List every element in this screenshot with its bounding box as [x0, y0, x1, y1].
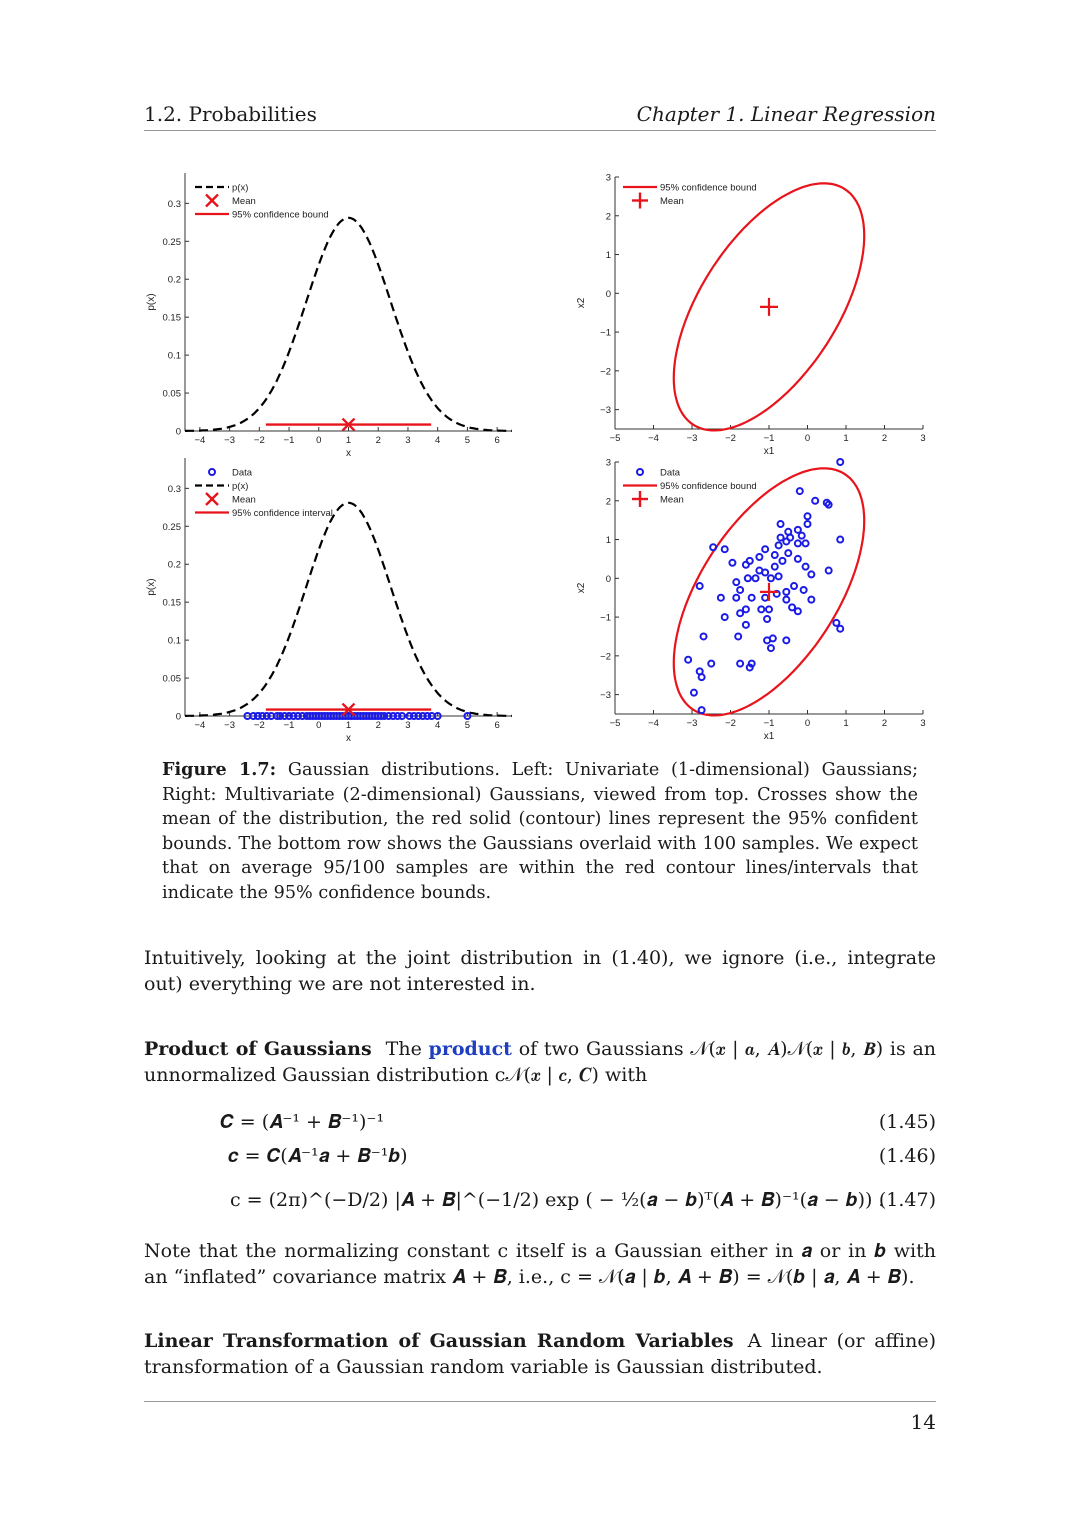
x-tick-label: 3 [405, 720, 411, 731]
y-tick-label: 0 [605, 573, 611, 585]
data-sample-point [745, 575, 751, 581]
x-tick-label: 2 [375, 435, 381, 446]
data-sample-point [799, 533, 805, 539]
product-heading: Product of Gaussians [144, 1038, 372, 1060]
data-sample-point [691, 690, 697, 696]
data-sample-point [795, 540, 801, 546]
chart-univariate-top [140, 165, 530, 460]
data-sample-point [789, 604, 795, 610]
equation-number: (1.47) [878, 1189, 936, 1211]
data-sample-point [797, 488, 803, 494]
y-tick-label: 3 [605, 172, 611, 184]
y-tick-label: 0 [605, 288, 611, 300]
linear-transform-heading: Linear Transformation of Gaussian Random Variables [144, 1330, 734, 1352]
data-sample-point [791, 583, 797, 589]
x-tick-label: 0 [316, 720, 322, 731]
x-tick-label: −5 [609, 718, 621, 729]
x-tick-label: −4 [648, 433, 659, 444]
y-tick-label: 0.3 [167, 198, 181, 210]
y-tick-label: 3 [605, 457, 611, 469]
legend-label: p(x) [232, 481, 249, 492]
data-sample-point [783, 538, 789, 544]
x-tick-label: 3 [920, 433, 926, 444]
y-axis-label: x2 [576, 582, 587, 594]
data-sample-point [729, 560, 735, 566]
paragraph-linear-transform [144, 1328, 936, 1380]
data-sample-point [743, 562, 749, 568]
x-tick-label: 5 [464, 435, 471, 446]
data-sample-point [699, 674, 705, 680]
y-tick-label: 0.25 [162, 521, 181, 533]
data-sample-point [768, 575, 774, 581]
legend-label: 95% confidence interval [232, 508, 333, 519]
caption-label: Figure 1.7: [162, 759, 277, 780]
data-sample-point [837, 537, 843, 543]
equation-body: 𝑪 = (𝑨⁻¹ + 𝑩⁻¹)⁻¹ [220, 1111, 385, 1133]
x-tick-label: −2 [725, 718, 736, 729]
data-sample-point [762, 569, 768, 575]
data-sample-point [783, 589, 789, 595]
x-tick-label: 2 [881, 718, 888, 729]
data-sample-point [747, 664, 753, 670]
y-tick-label: 0.2 [167, 274, 181, 286]
x-tick-label: −2 [253, 720, 265, 731]
data-sample-point [701, 633, 707, 639]
legend-label: 95% confidence bound [660, 481, 757, 492]
x-tick-label: 6 [494, 435, 500, 446]
x-tick-label: −4 [194, 435, 206, 446]
x-tick-label: −1 [763, 433, 775, 444]
equation-number: (1.46) [878, 1145, 936, 1167]
x-tick-label: −1 [763, 718, 775, 729]
data-sample-point [805, 521, 811, 527]
x-tick-label: −1 [283, 435, 295, 446]
chart-bivariate-top [570, 165, 950, 460]
data-sample-point [778, 535, 784, 541]
data-sample-point [743, 606, 749, 612]
equation-number: (1.45) [878, 1111, 936, 1133]
x-tick-label: −1 [283, 720, 295, 731]
y-axis-label: x2 [576, 297, 587, 309]
paragraph-normalizer: Note that the normalizing constant c itself is a Gaussian either in 𝒂 or in 𝒃 with an “inflated” covariance matrix 𝑨 + 𝑩, i.e., c = 𝒩(𝒂 | 𝒃, 𝑨 + 𝑩) = 𝒩(𝒃 | 𝒂, 𝑨 + 𝑩). [144, 1240, 936, 1288]
x-tick-label: 3 [920, 718, 926, 729]
data-sample-point [795, 556, 801, 562]
legend-label: Mean [660, 196, 684, 207]
x-tick-label: 0 [804, 718, 811, 729]
running-header [144, 100, 936, 131]
product-link[interactable]: product [428, 1038, 512, 1060]
y-tick-label: 1 [605, 535, 611, 547]
y-tick-label: −3 [600, 405, 611, 417]
data-sample-point [795, 527, 801, 533]
data-sample-point [778, 521, 784, 527]
data-sample-point [837, 626, 843, 632]
data-sample-point [772, 564, 778, 570]
page-number: 14 [910, 1410, 936, 1434]
paragraph-intuition: Intuitively, looking at the joint distribution in (1.40), we ignore (i.e., integrate out) everything we are not interested in. [144, 947, 936, 995]
caption-text: Gaussian distributions. Left: Univariate (1-dimensional) Gaussians; Right: Multivariate (2-dimensional) Gaussians, viewed from top. Crosses show the mean of the distribution, the red solid (contour) lines represent the 95% confident bounds. The bottom row shows the Gaussians overlaid with 100 samples. We expect that on average 95/100 samples are within the red contour lines/intervals that indicate the 95% confidence bounds. [162, 760, 918, 903]
x-tick-label: −3 [224, 435, 236, 446]
x-tick-label: 2 [375, 720, 381, 731]
gaussian-density-curve [185, 218, 512, 431]
data-sample-point [764, 616, 770, 622]
data-sample-point [743, 622, 749, 628]
legend-swatch-data [209, 469, 215, 475]
y-tick-label: −1 [600, 327, 611, 339]
data-sample-point [826, 568, 832, 574]
y-axis-label: p(x) [146, 578, 157, 596]
x-tick-label: 0 [316, 435, 322, 446]
data-sample-point [753, 575, 759, 581]
x-tick-label: −3 [224, 720, 236, 731]
data-sample-point [735, 633, 741, 639]
equation-1-47 [230, 1189, 936, 1219]
legend-label: Mean [660, 494, 684, 506]
data-sample-point [722, 546, 728, 552]
data-sample-point [772, 552, 778, 558]
data-sample-point [803, 540, 809, 546]
x-tick-label: −3 [686, 433, 698, 444]
data-sample-point [808, 597, 814, 603]
data-sample-point [699, 707, 705, 713]
data-sample-point [837, 459, 843, 465]
legend-label: Data [232, 467, 253, 479]
x-axis-label: x1 [763, 731, 775, 742]
chart-univariate-bottom [140, 450, 530, 745]
data-sample-point [737, 587, 743, 593]
y-tick-label: −1 [600, 612, 611, 624]
x-tick-label: 4 [435, 720, 441, 731]
data-sample-point [783, 637, 789, 643]
x-axis-label: x [346, 733, 351, 744]
chapter-title: Chapter 1. Linear Regression [636, 102, 936, 126]
x-tick-label: −3 [686, 718, 698, 729]
data-sample-point [808, 571, 814, 577]
legend-label: Mean [232, 494, 256, 506]
y-tick-label: 2 [605, 496, 611, 508]
data-sample-point [766, 606, 772, 612]
data-sample-point [785, 550, 791, 556]
data-sample-point [697, 583, 703, 589]
x-tick-label: −2 [725, 433, 736, 444]
data-sample-point [812, 498, 818, 504]
data-sample-point [783, 597, 789, 603]
y-tick-label: 0.15 [162, 312, 181, 324]
data-sample-point [733, 579, 739, 585]
figure-caption [162, 758, 918, 906]
y-tick-label: −2 [600, 366, 611, 378]
y-tick-label: 0.1 [167, 350, 181, 362]
x-tick-label: 1 [345, 435, 352, 446]
x-tick-label: 1 [345, 720, 352, 731]
data-sample-point [737, 610, 743, 616]
product-text-2: of two Gaussians 𝒩(𝒙 | 𝒂, 𝑨)𝒩(𝒙 | 𝒃, 𝑩) is an unnormalized Gaussian distribution c𝒩(𝒙 | 𝒄, 𝑪) with [144, 1038, 937, 1086]
data-sample-point [762, 546, 768, 552]
data-sample-point [768, 645, 774, 651]
y-axis-label: p(x) [146, 293, 157, 311]
equation-1-46 [228, 1145, 936, 1175]
data-sample-point [710, 544, 716, 550]
y-tick-label: 1 [605, 250, 611, 262]
x-tick-label: 1 [843, 433, 849, 444]
y-tick-label: 0.2 [167, 559, 181, 571]
y-tick-label: 0.05 [162, 388, 181, 400]
data-sample-point [779, 558, 785, 564]
data-sample-point [733, 595, 739, 601]
x-tick-label: 5 [464, 720, 471, 731]
y-tick-label: 0.15 [162, 597, 181, 609]
y-tick-label: 0.3 [167, 483, 181, 495]
y-tick-label: −2 [600, 651, 611, 663]
y-tick-label: 2 [605, 211, 611, 223]
y-tick-label: −3 [600, 690, 611, 702]
data-sample-point [776, 542, 782, 548]
gaussian-density-curve [185, 503, 512, 716]
data-sample-point [762, 595, 768, 601]
data-sample-point [722, 614, 728, 620]
x-axis-label: x [346, 448, 351, 459]
y-tick-label: 0.25 [162, 236, 181, 248]
data-sample-point [833, 620, 839, 626]
data-sample-point [756, 554, 762, 560]
equation-1-45 [220, 1111, 936, 1141]
x-tick-label: 2 [881, 433, 888, 444]
x-tick-label: −4 [194, 720, 206, 731]
data-sample-point [685, 657, 691, 663]
legend-label: p(x) [232, 182, 249, 194]
x-tick-label: −4 [648, 718, 659, 729]
data-sample-point [776, 573, 782, 579]
footer-rule [144, 1401, 936, 1402]
legend-label: 95% confidence bound [232, 209, 329, 221]
linear-transform-text: A linear (or affine) transformation of a Gaussian random variable is Gaussian distributed. [144, 1330, 936, 1378]
data-sample-point [795, 608, 801, 614]
data-sample-point [718, 595, 724, 601]
equation-body: c = (2π)^(−D/2) |𝑨 + 𝑩|^(−1/2) exp ( − ½(𝒂 − 𝒃)ᵀ(𝑨 + 𝑩)⁻¹(𝒂 − 𝒃)) . [230, 1189, 885, 1211]
x-tick-label: −5 [609, 433, 621, 444]
data-sample-point [737, 661, 743, 667]
data-sample-point [803, 564, 809, 570]
y-tick-label: 0 [175, 711, 181, 723]
data-sample-point [805, 513, 811, 519]
x-tick-label: 6 [494, 720, 500, 731]
x-tick-label: −2 [253, 435, 265, 446]
x-tick-label: 1 [843, 718, 849, 729]
x-tick-label: 4 [435, 435, 441, 446]
data-sample-point [758, 606, 764, 612]
legend-label: Data [660, 467, 681, 479]
product-text-1: The [385, 1038, 429, 1060]
legend-label: 95% confidence bound [660, 182, 757, 194]
data-sample-point [801, 587, 807, 593]
section-title: 1.2. Probabilities [144, 102, 317, 126]
legend-label: Mean [232, 196, 256, 207]
y-tick-label: 0.05 [162, 673, 181, 685]
data-sample-point [749, 595, 755, 601]
x-tick-label: 3 [405, 435, 411, 446]
x-tick-label: 0 [804, 433, 811, 444]
data-sample-point [764, 637, 770, 643]
equation-body: 𝒄 = 𝑪(𝑨⁻¹𝒂 + 𝑩⁻¹𝒃) [228, 1145, 408, 1167]
x-axis-label: x1 [763, 446, 775, 457]
paragraph-product [144, 1036, 936, 1088]
y-tick-label: 0 [175, 426, 181, 438]
chart-bivariate-bottom [570, 450, 950, 745]
data-sample-point [708, 661, 714, 667]
legend-swatch-data [637, 469, 643, 475]
y-tick-label: 0.1 [167, 635, 181, 647]
